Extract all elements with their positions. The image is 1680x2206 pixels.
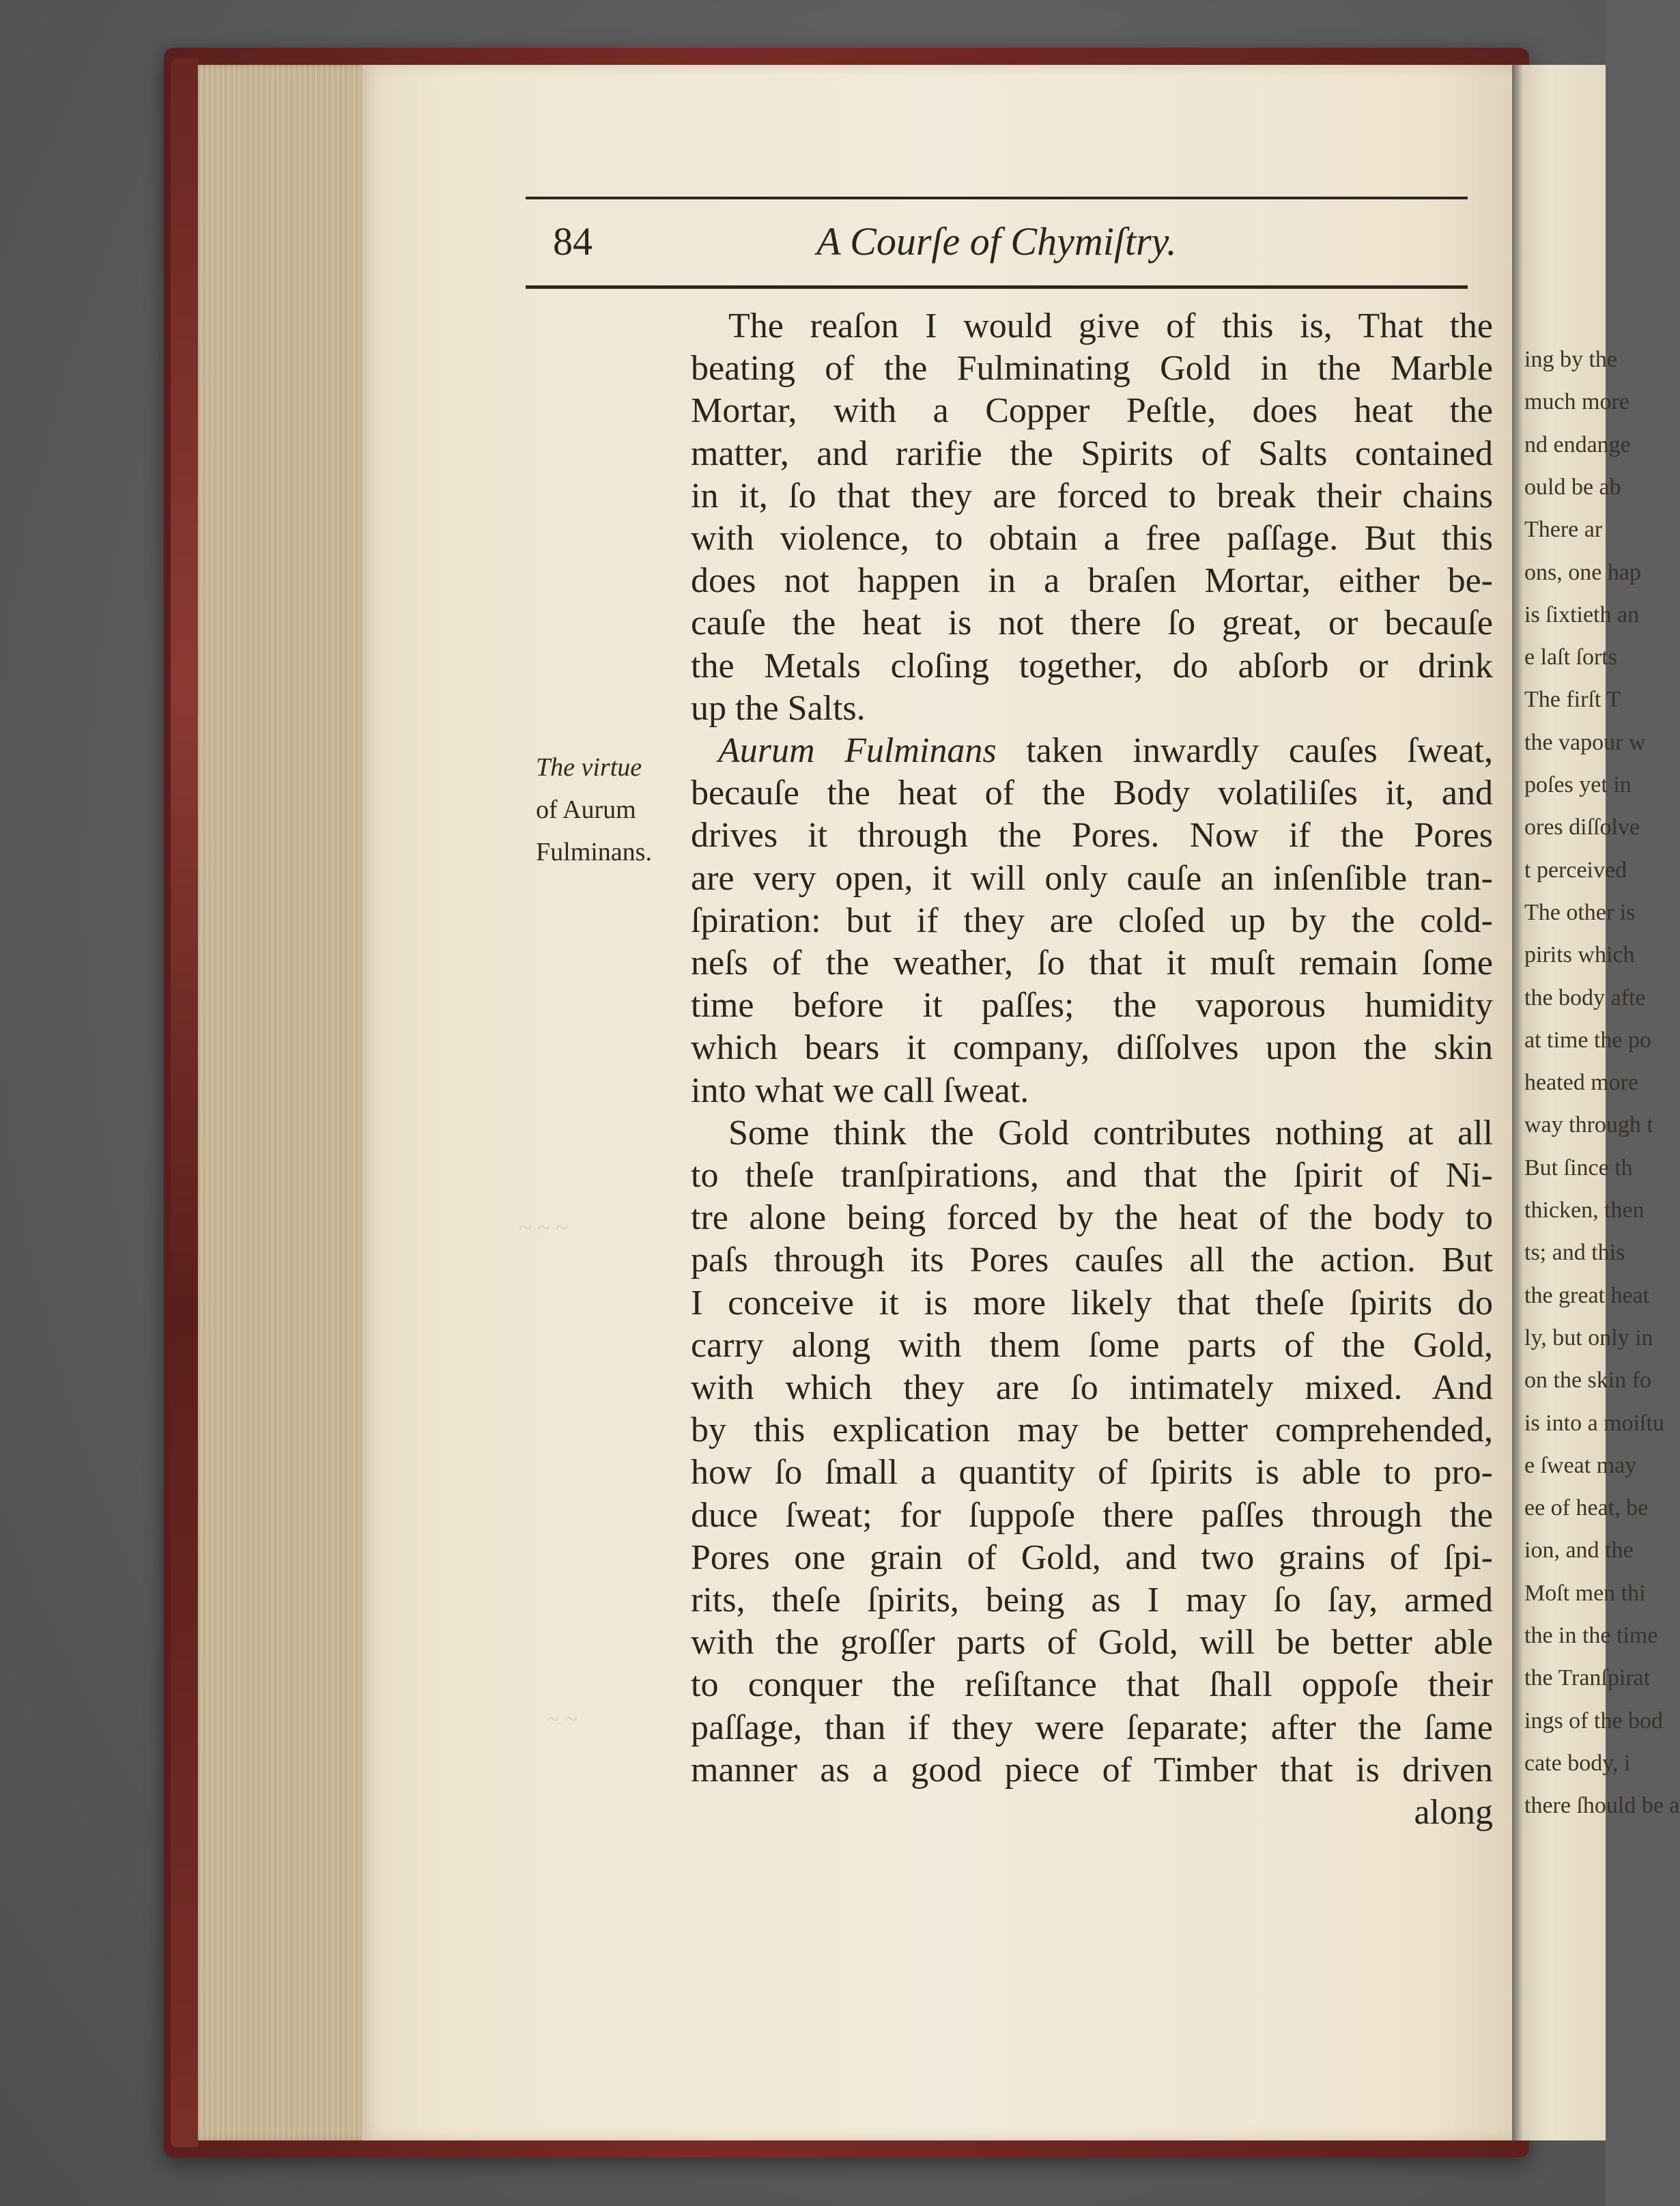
- text-line: The reaſon I would give of this is, That the: [728, 307, 1493, 345]
- facing-page-fragment: much more: [1524, 389, 1629, 415]
- margin-note-line: Fulminans.: [536, 838, 652, 866]
- italic-term: Aurum Fulminans: [718, 731, 997, 770]
- text-line: Mortar, with a Copper Peſtle, does heat the: [691, 391, 1493, 431]
- text-line: cauſe the heat is not there ſo great, or becauſe: [691, 604, 1493, 643]
- text-line: along: [1414, 1793, 1493, 1832]
- facing-page-fragment: ings of the bod: [1524, 1708, 1664, 1734]
- text-line: up the Salts.: [691, 688, 866, 728]
- facing-page-fragment: way through t: [1524, 1112, 1653, 1138]
- text-line: by this explication may be better comprehended,: [691, 1411, 1493, 1450]
- facing-page-fragment: is into a moiſtu: [1524, 1410, 1664, 1436]
- book-spine-edge: [171, 58, 198, 2147]
- text-line: how ſo ſmall a quantity of ſpirits is able to pro-: [691, 1453, 1493, 1493]
- text-line: duce ſweat; for ſuppoſe there paſſes through the: [691, 1495, 1493, 1535]
- text-line: Some think the Gold contributes nothing at all: [728, 1113, 1493, 1153]
- facing-page-fragment: ion, and the: [1524, 1538, 1634, 1564]
- facing-page-fragment: at time the po: [1524, 1027, 1652, 1053]
- text-line: to conquer the reſiſtance that ſhall oppoſe their: [691, 1665, 1493, 1705]
- text-line: rits, theſe ſpirits, being as I may ſo ſay, armed: [691, 1581, 1493, 1620]
- text-line: time before it paſſes; the vaporous humidity: [691, 986, 1493, 1026]
- header-rule: [526, 285, 1468, 289]
- page-edges: [198, 65, 375, 2140]
- facing-page-fragment: poſes yet in: [1524, 772, 1632, 797]
- text-line: to theſe tranſpirations, and that the ſpirit of Ni-: [691, 1156, 1493, 1195]
- facing-page-fragment: pirits which: [1524, 942, 1635, 968]
- text-line: becauſe the heat of the Body volatiliſes it, and: [691, 774, 1493, 813]
- text-line: Aurum Fulminans taken inwardly cauſes ſweat,: [718, 731, 1494, 770]
- top-rule: [526, 197, 1468, 199]
- text-line: with which they are ſo intimately mixed. And: [691, 1368, 1493, 1407]
- facing-page-fragment: ould be ab: [1524, 474, 1621, 500]
- facing-page-fragment: heated more: [1524, 1070, 1639, 1096]
- running-head: A Courſe of Chymiſtry.: [816, 219, 1177, 264]
- text-line: the Metals cloſing together, do abſorb or drink: [691, 646, 1493, 685]
- text-line: in it, ſo that they are forced to break their chains: [691, 476, 1493, 515]
- text-line: tre alone being forced by the heat of the body to: [691, 1198, 1493, 1238]
- text-line: carry along with them ſome parts of the Gold,: [691, 1325, 1493, 1365]
- text-line: beating of the Fulminating Gold in the Marble: [691, 349, 1493, 388]
- facing-page-fragment: There ar: [1524, 517, 1603, 543]
- facing-page-fragment: ee of heat, be: [1524, 1495, 1649, 1521]
- text-line: neſs of the weather, ſo that it muſt remain ſome: [691, 944, 1493, 982]
- facing-page-fragment: But ſince th: [1524, 1155, 1633, 1180]
- margin-note-line: The virtue: [536, 753, 642, 782]
- margin-note: [536, 746, 700, 873]
- facing-page-fragment: ons, one hap: [1524, 559, 1641, 585]
- facing-page-fragment: on the skin fo: [1524, 1368, 1652, 1394]
- facing-page-fragment: is ſixtieth an: [1524, 602, 1640, 627]
- text-line: with violence, to obtain a free paſſage. But this: [691, 519, 1493, 558]
- facing-page-fragment: the vapour w: [1524, 729, 1646, 755]
- bleed-through-mark: ~ ~ ~: [519, 1215, 569, 1241]
- text-line: I conceive it is more likely that theſe ſpirits do: [691, 1283, 1493, 1323]
- facing-page-fragment: the great heat: [1524, 1282, 1650, 1308]
- facing-page-fragment: ores diſſolve: [1524, 815, 1640, 840]
- facing-page-fragment: e laſt ſorts: [1524, 645, 1617, 670]
- text-line: which bears it company, diſſolves upon the skin: [691, 1028, 1493, 1068]
- bleed-through-mark: ~ ~: [546, 1707, 578, 1732]
- text-line: drives it through the Pores. Now if the Pores: [691, 816, 1493, 855]
- text-line: into what we call ſweat.: [691, 1071, 1029, 1110]
- text-line: does not happen in a braſen Mortar, either be-: [691, 561, 1493, 601]
- facing-page-fragment: the Tranſpirat: [1524, 1665, 1651, 1691]
- text-line: matter, and rarifie the Spirits of Salts contained: [691, 434, 1493, 473]
- facing-page-fragment: ing by the: [1524, 347, 1617, 372]
- facing-page-fragment: cate body, i: [1524, 1750, 1631, 1776]
- facing-page-fragment: ly, but only in: [1524, 1325, 1653, 1351]
- facing-page-fragment: the in the time: [1524, 1623, 1658, 1648]
- facing-page-fragment: ts; and this: [1524, 1240, 1625, 1266]
- facing-page-fragment: The firſt T: [1524, 687, 1621, 713]
- page-header: [526, 218, 1468, 273]
- facing-page-fragment: e ſweat may: [1524, 1452, 1637, 1478]
- facing-page: [1512, 65, 1680, 2140]
- margin-note-line: of Aurum: [536, 795, 636, 824]
- facing-page-fragment: there ſhould be a: [1524, 1793, 1680, 1819]
- text-line: manner as a good piece of Timber that is driven: [691, 1750, 1493, 1790]
- facing-page-fragment: the body afte: [1524, 985, 1646, 1010]
- text-line: ſpiration: but if they are cloſed up by the cold-: [691, 901, 1493, 940]
- facing-page-fragment: thicken, then: [1524, 1198, 1645, 1223]
- text-line: are very open, it will only cauſe an inſenſible tran-: [691, 858, 1493, 898]
- text-line: paſſage, than if they were ſeparate; after the ſame: [691, 1708, 1493, 1747]
- text-line: with the groſſer parts of Gold, will be better able: [691, 1623, 1493, 1663]
- text-line: paſs through its Pores cauſes all the action. But: [691, 1241, 1493, 1280]
- facing-page-fragment: Moſt men thi: [1524, 1580, 1646, 1606]
- facing-page-fragment: nd endange: [1524, 432, 1631, 457]
- text-line: Pores one grain of Gold, and two grains of ſpi-: [691, 1538, 1493, 1577]
- facing-page-fragment: t perceived: [1524, 857, 1627, 883]
- facing-page-fragment: The other is: [1524, 899, 1636, 925]
- page-number: 84: [553, 219, 593, 264]
